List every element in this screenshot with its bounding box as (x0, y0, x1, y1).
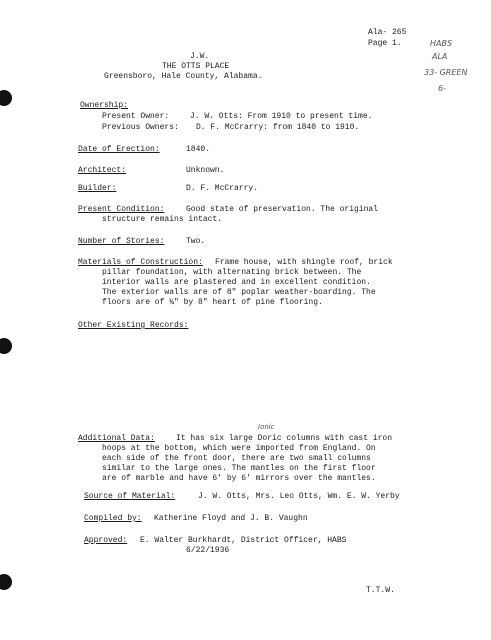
ownership-label: Ownership: (80, 101, 129, 110)
materials-line: pillar foundation, with alternating brick between. The (102, 268, 362, 277)
handwritten-sheet: 6- (438, 84, 446, 93)
additional-line: hoops at the bottom, which were imported from England. On (102, 444, 376, 453)
source-value: J. W. Otts, Mrs. Leo Otts, Wm. E. W. Yerby (198, 492, 400, 501)
compiled-by-value: Katherine Floyd and J. B. Vaughn (154, 514, 308, 523)
approved-value: E. Walter Burkhardt, District Officer, HABS (140, 536, 347, 545)
punch-hole-bottom (0, 574, 12, 590)
punch-hole-middle (0, 338, 12, 354)
present-condition-text (186, 205, 378, 215)
additional-line: similar to the large ones. The mantles on the first floor (102, 464, 376, 473)
present-owner-label: Present Owner: (102, 112, 170, 121)
approved-date: 6/22/1936 (186, 546, 230, 555)
architect-value: Unknown. (186, 166, 225, 175)
present-owner-value: J. W. Otts: From 1910 to present time. (190, 112, 373, 121)
handwritten-county-code: 33- GREEN (424, 68, 468, 77)
additional-line: each side of the front door, there are two small columns (102, 454, 371, 463)
previous-owners-value: D. F. McCrarry: from 1840 to 1910. (196, 123, 360, 132)
builder-label: Builder: (78, 184, 117, 193)
previous-owners-label: Previous Owners: (102, 123, 179, 132)
materials-text (102, 268, 376, 308)
approved-label: Approved: (84, 536, 128, 545)
additional-data-label: Additional Data: (78, 434, 155, 443)
footer-initials: T.T.W. (366, 586, 395, 595)
materials-label: Materials of Construction: (78, 258, 203, 267)
document-id: Ala- 265 (368, 28, 407, 37)
handwritten-ionic-note: Ionic (258, 423, 275, 431)
stories-value: Two. (186, 237, 206, 246)
architect-label: Architect: (78, 166, 127, 175)
materials-line: floors are of ¾" by 8" heart of pine flooring. (102, 298, 323, 307)
present-condition-line: Good state of preservation. The original (186, 205, 379, 214)
materials-line: The exterior walls are of 8" poplar weather-boarding. The (102, 288, 376, 297)
date-of-erection-value: 1840. (186, 145, 211, 154)
present-condition-line: structure remains intact. (102, 215, 223, 224)
location: Greensboro, Hale County, Alabama. (104, 72, 263, 81)
stories-label: Number of Stories: (78, 237, 165, 246)
date-of-erection-label: Date of Erection: (78, 145, 160, 154)
other-records-label: Other Existing Records: (78, 321, 189, 330)
header-initials: J.W. (190, 52, 210, 61)
handwritten-habs: HABS (430, 39, 453, 48)
page-title: THE OTTS PLACE (162, 62, 230, 71)
builder-value: D. F. McCrarry. (186, 184, 259, 193)
present-condition-label: Present Condition: (78, 205, 165, 214)
punch-hole-top (0, 90, 12, 106)
compiled-by-label: Compiled by: (84, 514, 142, 523)
additional-data-text (102, 444, 376, 484)
additional-data-first-line: It has six large Doric columns with cast iron (176, 434, 393, 443)
handwritten-ala: ALA (432, 52, 448, 61)
source-label: Source of Material: (84, 492, 176, 501)
materials-first-line: Frame house, with shingle roof, brick (215, 258, 393, 267)
page-number: Page 1. (368, 39, 402, 48)
materials-line: interior walls are plastered and in excellent condition. (102, 278, 371, 287)
additional-line: are of marble and have 6' by 6' mirrors over the mantles. (102, 474, 376, 483)
